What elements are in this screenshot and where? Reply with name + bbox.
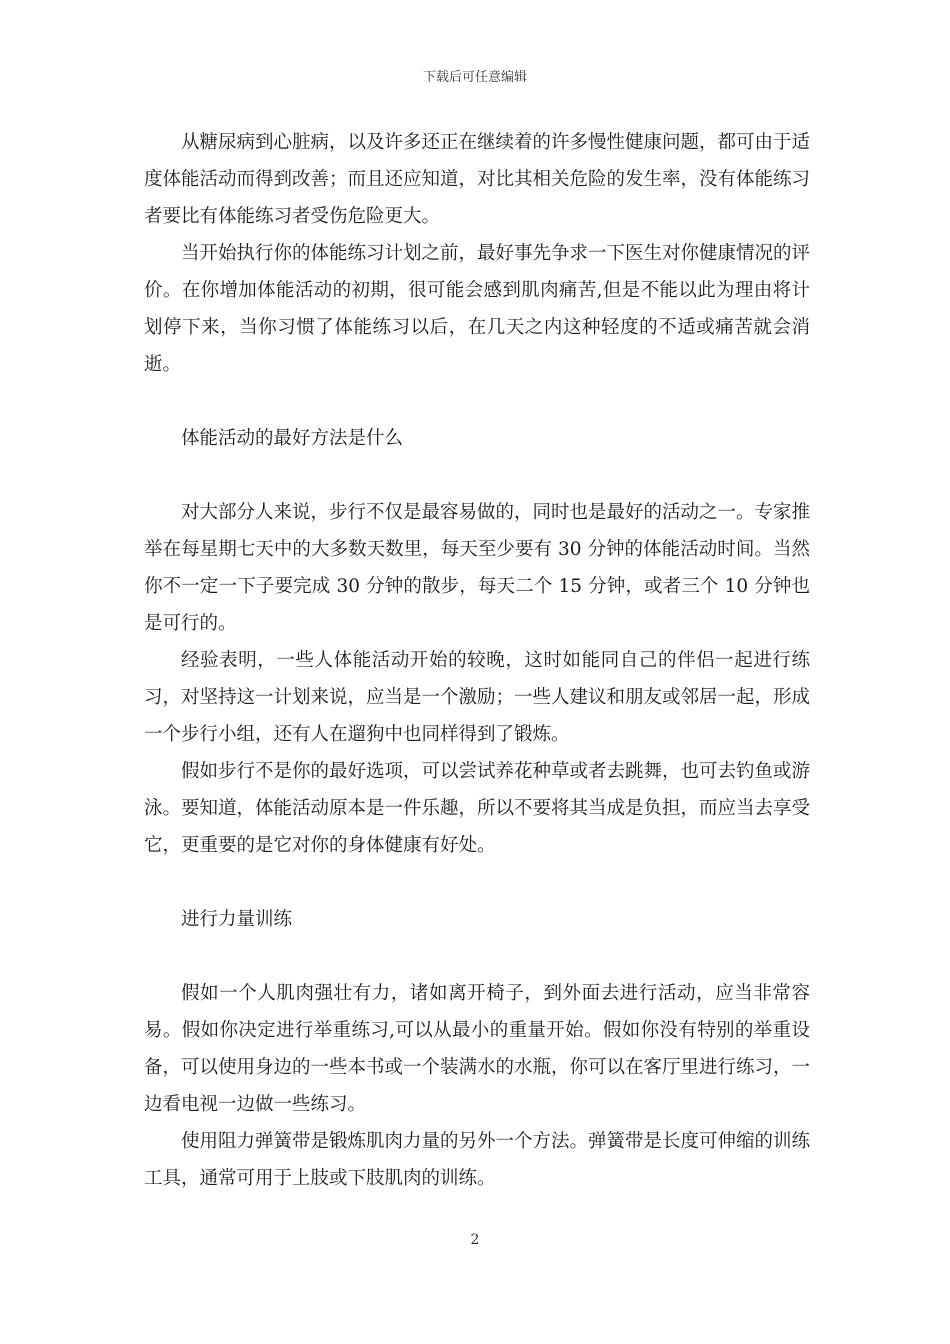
- paragraph-2: 当开始执行你的体能练习计划之前，最好事先争求一下医生对你健康情况的评价。在你增加体能活动的初期，很可能会感到肌肉痛苦,但是不能以此为理由将计划停下来，当你习惯了体能练习以后，在几天之内这种轻度的不适或痛苦就会消逝。: [144, 243, 811, 375]
- paragraph-4: 经验表明，一些人体能活动开始的较晚，这时如能同自己的伴侣一起进行练习，对坚持这一计划来说，应当是一个激励；一些人建议和朋友或邻居一起，形成一个步行小组，还有人在遛狗中也同样得到了锻炼。: [144, 650, 811, 745]
- section-heading-1: 体能活动的最好方法是什么: [181, 428, 404, 449]
- document-body: [144, 124, 810, 1197]
- spacer: [144, 383, 810, 420]
- spacer: [144, 864, 810, 901]
- paragraph-7: 使用阻力弹簧带是锻炼肌肉力量的另外一个方法。弹簧带是长度可伸缩的训练工具，通常可用于上肢或下肢肌肉的训练。: [144, 1131, 811, 1189]
- header-note: 下载后可任意编辑: [422, 70, 527, 85]
- paragraph-3: 对大部分人来说，步行不仅是最容易做的，同时也是最好的活动之一。专家推举在每星期七天中的大多数天数里，每天至少要有 30 分钟的体能活动时间。当然你不一定一下子要完成 30 分钟的散步，每天二个 15 分钟，或者三个 10 分钟也是可行的。: [144, 502, 811, 634]
- section-heading-2: 进行力量训练: [181, 909, 293, 930]
- spacer: [144, 457, 810, 494]
- spacer: [144, 938, 810, 975]
- paragraph-1: 从糖尿病到心脏病，以及许多还正在继续着的许多慢性健康问题，都可由于适度体能活动而得到改善；而且还应知道，对比其相关危险的发生率，没有体能练习者要比有体能练习者受伤危险更大。: [144, 132, 811, 227]
- page-number: 2: [470, 1232, 480, 1248]
- paragraph-6: 假如一个人肌肉强壮有力，诸如离开椅子，到外面去进行活动，应当非常容易。假如你决定进行举重练习,可以从最小的重量开始。假如你没有特别的举重设备，可以使用身边的一些本书或一个装满水的水瓶，你可以在客厅里进行练习，一边看电视一边做一些练习。: [144, 983, 811, 1115]
- paragraph-5: 假如步行不是你的最好选项，可以尝试养花种草或者去跳舞，也可去钓鱼或游泳。要知道，体能活动原本是一件乐趣，所以不要将其当成是负担，而应当去享受它，更重要的是它对你的身体健康有好处。: [144, 761, 811, 856]
